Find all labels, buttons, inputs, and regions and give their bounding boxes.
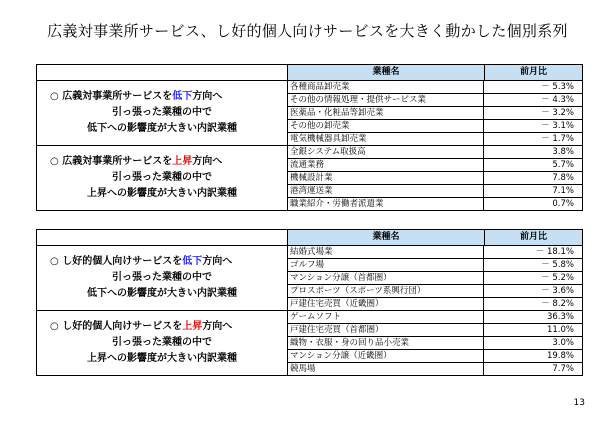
industry-name: 医薬品・化粧品等卸売業 <box>288 107 484 119</box>
table-row <box>288 324 582 337</box>
table-row <box>288 298 582 310</box>
table-row <box>288 172 582 185</box>
mom-value: 11.0% <box>546 325 574 335</box>
table-header <box>37 65 582 81</box>
group-increase <box>37 311 582 375</box>
table-row <box>288 337 582 350</box>
column-header-mom: 前月比 <box>485 65 582 80</box>
highlight-word: 低下 <box>172 91 193 102</box>
highlight-word: 上昇 <box>172 156 193 167</box>
industry-name: 各種商品卸売業 <box>288 81 484 93</box>
group-decline <box>37 81 582 146</box>
industry-name: 競馬場 <box>288 363 484 375</box>
industry-name: 結婚式場業 <box>288 246 484 258</box>
industry-name: 港湾運送業 <box>288 185 484 197</box>
industry-name: 流通業務 <box>288 159 484 171</box>
group-label: ○ し好的個人向けサービスを上昇方向へ 引っ張った業種の中で 上昇への影響度が大きい内訳業種 <box>37 311 288 375</box>
table-row <box>288 285 582 298</box>
industry-name: 戸建住宅売買（首都圏） <box>288 324 484 336</box>
mom-value: 0.7% <box>552 199 574 209</box>
table-row <box>288 259 582 272</box>
section-leisure-services <box>36 229 583 376</box>
table-row <box>288 133 582 145</box>
mom-value: 3.0% <box>552 338 574 348</box>
section-business-services <box>36 64 583 211</box>
industry-name: マンション分譲（近畿圏） <box>288 350 484 362</box>
group-label: ○ し好的個人向けサービスを低下方向へ 引っ張った業種の中で 低下への影響度が大きい内訳業種 <box>37 246 288 310</box>
rows <box>288 311 582 375</box>
table-header <box>37 230 582 246</box>
industry-name: 織物・衣服・身の回り品小売業 <box>288 337 484 349</box>
mom-value: － 1.7% <box>541 134 574 144</box>
highlight-word: 低下 <box>182 256 203 267</box>
column-header-industry: 業種名 <box>288 65 485 80</box>
mom-value: 3.8% <box>552 147 574 157</box>
mom-value: － 8.2% <box>541 299 574 309</box>
mom-value: － 5.3% <box>541 82 574 92</box>
mom-value: － 3.2% <box>541 108 574 118</box>
table-row <box>288 146 582 159</box>
industry-name: その他の情報処理・提供サービス業 <box>288 94 484 106</box>
table-row <box>288 159 582 172</box>
industry-name: 全銀システム取扱高 <box>288 146 484 158</box>
group-increase <box>37 146 582 210</box>
page-number: 13 <box>573 398 585 408</box>
mom-value: 5.7% <box>552 160 574 170</box>
industry-name: 機械設計業 <box>288 172 484 184</box>
highlight-word: 上昇 <box>182 321 203 332</box>
mom-value: 36.3% <box>546 312 574 322</box>
industry-name: ゴルフ場 <box>288 259 484 271</box>
page-title: 広義対事業所サービス、し好的個人向けサービスを大きく動かした個別系列 <box>47 22 568 40</box>
mom-value: 7.7% <box>552 364 574 374</box>
column-header-industry: 業種名 <box>288 230 485 245</box>
table-row <box>288 94 582 107</box>
table-row <box>288 272 582 285</box>
mom-value: － 5.8% <box>541 260 574 270</box>
table-row <box>288 120 582 133</box>
column-header-mom: 前月比 <box>485 230 582 245</box>
industry-name: その他の卸売業 <box>288 120 484 132</box>
table-row <box>288 246 582 259</box>
industry-name: 戸建住宅売買（近畿圏） <box>288 298 484 310</box>
mom-value: － 4.3% <box>541 95 574 105</box>
industry-name: ゲームソフト <box>288 311 484 323</box>
table-row <box>288 198 582 210</box>
rows <box>288 246 582 310</box>
mom-value: － 3.1% <box>541 121 574 131</box>
mom-value: 7.8% <box>552 173 574 183</box>
mom-value: － 3.6% <box>541 286 574 296</box>
table-row <box>288 185 582 198</box>
rows <box>288 81 582 145</box>
table-row <box>288 81 582 94</box>
table-row <box>288 107 582 120</box>
mom-value: － 18.1% <box>535 247 574 257</box>
group-label: ○ 広義対事業所サービスを低下方向へ 引っ張った業種の中で 低下への影響度が大きい内訳業種 <box>37 81 288 145</box>
rows <box>288 146 582 210</box>
mom-value: 7.1% <box>552 186 574 196</box>
mom-value: － 5.2% <box>541 273 574 283</box>
industry-name: マンション分譲（首都圏） <box>288 272 484 284</box>
table-row <box>288 311 582 324</box>
table-row <box>288 363 582 375</box>
group-decline <box>37 246 582 311</box>
industry-name: 電気機械器具卸売業 <box>288 133 484 145</box>
industry-name: プロスポーツ（スポーツ系興行団） <box>288 285 484 297</box>
group-label: ○ 広義対事業所サービスを上昇方向へ 引っ張った業種の中で 上昇への影響度が大きい内訳業種 <box>37 146 288 210</box>
mom-value: 19.8% <box>546 351 574 361</box>
industry-name: 職業紹介・労働者派遣業 <box>288 198 484 210</box>
table-row <box>288 350 582 363</box>
